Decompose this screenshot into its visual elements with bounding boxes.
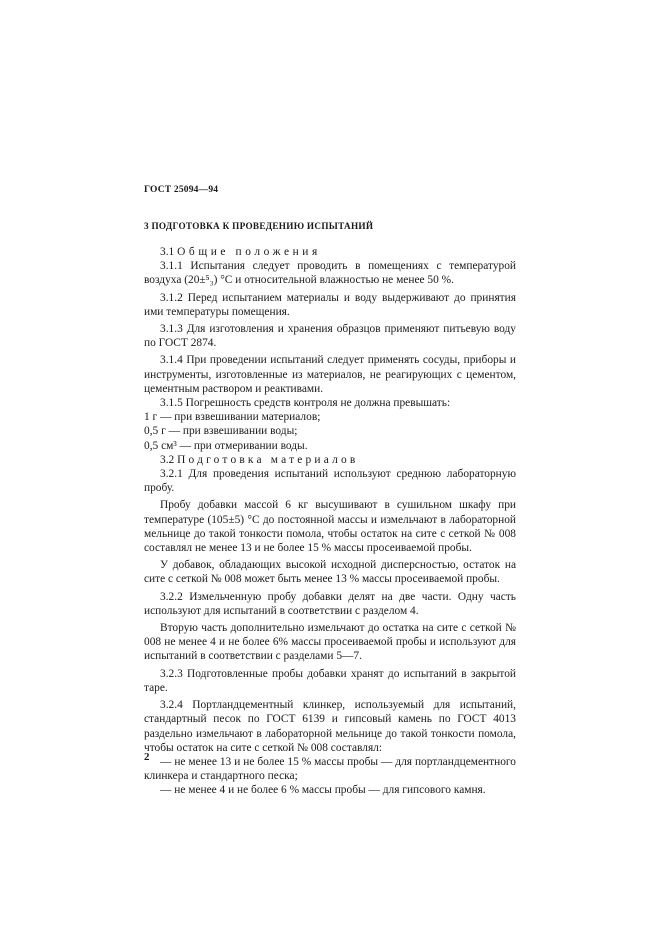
paragraph-3-2-2: 3.2.2 Измельченную пробу добавки делят на две части. Одну часть используют для испытаний в соответствии с разделом 4. [144,590,516,617]
paragraph-3-1-2: 3.1.2 Перед испытанием материалы и воду выдерживают до принятия ими температуры помещения. [144,291,516,318]
subsection-title: Общие положения [177,246,321,258]
paragraph-3-2-4: 3.2.4 Портландцементный клинкер, используемый для испытаний, стандартный песок по ГОСТ 6139 и гипсовый камень по ГОСТ 4013 раздельно измельчают в лабораторной мельнице до такой тонкости помола, чтобы остаток на сите с сеткой № 008 составлял: [144,699,516,754]
dash-item-clinker: — не менее 13 и не более 15 % массы пробы — для портландцементного клинкера и стандартного песка; [144,755,516,783]
subsection-number: 3.2 [160,453,175,466]
paragraph-3-2-2-second: Вторую часть дополнительно измельчают до остатка на сите с сеткой № 008 не менее 4 и не более 6% массы просеиваемой пробы и используют для испытаний в соответствии с разделами 5—7. [144,622,516,663]
paragraph-3-2-1-dispersity: У добавок, обладающих высокой исходной дисперсностью, остаток на сите с сеткой № 008 может быть менее 13 % массы просеиваемой пробы. [144,559,516,586]
subsection-heading-materials [144,453,516,467]
paragraph-3-1-4: 3.1.4 При проведении испытаний следует применять сосуды, приборы и инструменты, изготовленные из материалов, не реагирующих с цементом, цементным раствором и реактивами. [144,354,516,395]
paragraph-3-2-1-sample: Пробу добавки массой 6 кг высушивают в сушильном шкафу при температуре (105±5) °С до постоянной массы и измельчают в лабораторной мельнице до такой тонкости помола, чтобы остаток на сите с сеткой № 008 составлял не менее 13 и не более 15 % массы просеиваемой пробы. [144,499,516,555]
subsection-number: 3.1 [160,246,175,258]
dash-item-gypsum: — не менее 4 и не более 6 % массы пробы — для гипсового камня. [160,784,486,797]
paragraph-3-2-1: 3.2.1 Для проведения испытаний используют среднюю лабораторную пробу. [144,468,516,495]
document-page [144,183,516,798]
list-item: 0,5 г — при взвешивании воды; [144,425,298,438]
page-number: 2 [144,751,150,763]
paragraph-3-1-5: 3.1.5 Погрешность средств контроля не должна превышать: [160,397,451,410]
subsection-heading-general [144,245,516,259]
list-item: 1 г — при взвешивании материалов; [144,411,321,424]
paragraph-3-2-3: 3.2.3 Подготовленные пробы добавки хранят до испытаний в закрытой таре. [144,667,516,694]
subsection-title: Подготовка материалов [177,453,359,466]
paragraph-3-1-1: 3.1.1 Испытания следует проводить в помещениях с температурой воздуха (20±⁵₃) °С и относительной влажностью не менее 50 %. [144,260,516,287]
paragraph-3-1-3: 3.1.3 Для изготовления и хранения образцов применяют питьевую воду по ГОСТ 2874. [144,323,516,350]
list-item: 0,5 см³ — при отмеривании воды. [144,439,308,452]
document-code: ГОСТ 25094—94 [144,185,219,195]
section-title: 3 ПОДГОТОВКА К ПРОВЕДЕНИЮ ИСПЫТАНИЙ [144,221,374,231]
